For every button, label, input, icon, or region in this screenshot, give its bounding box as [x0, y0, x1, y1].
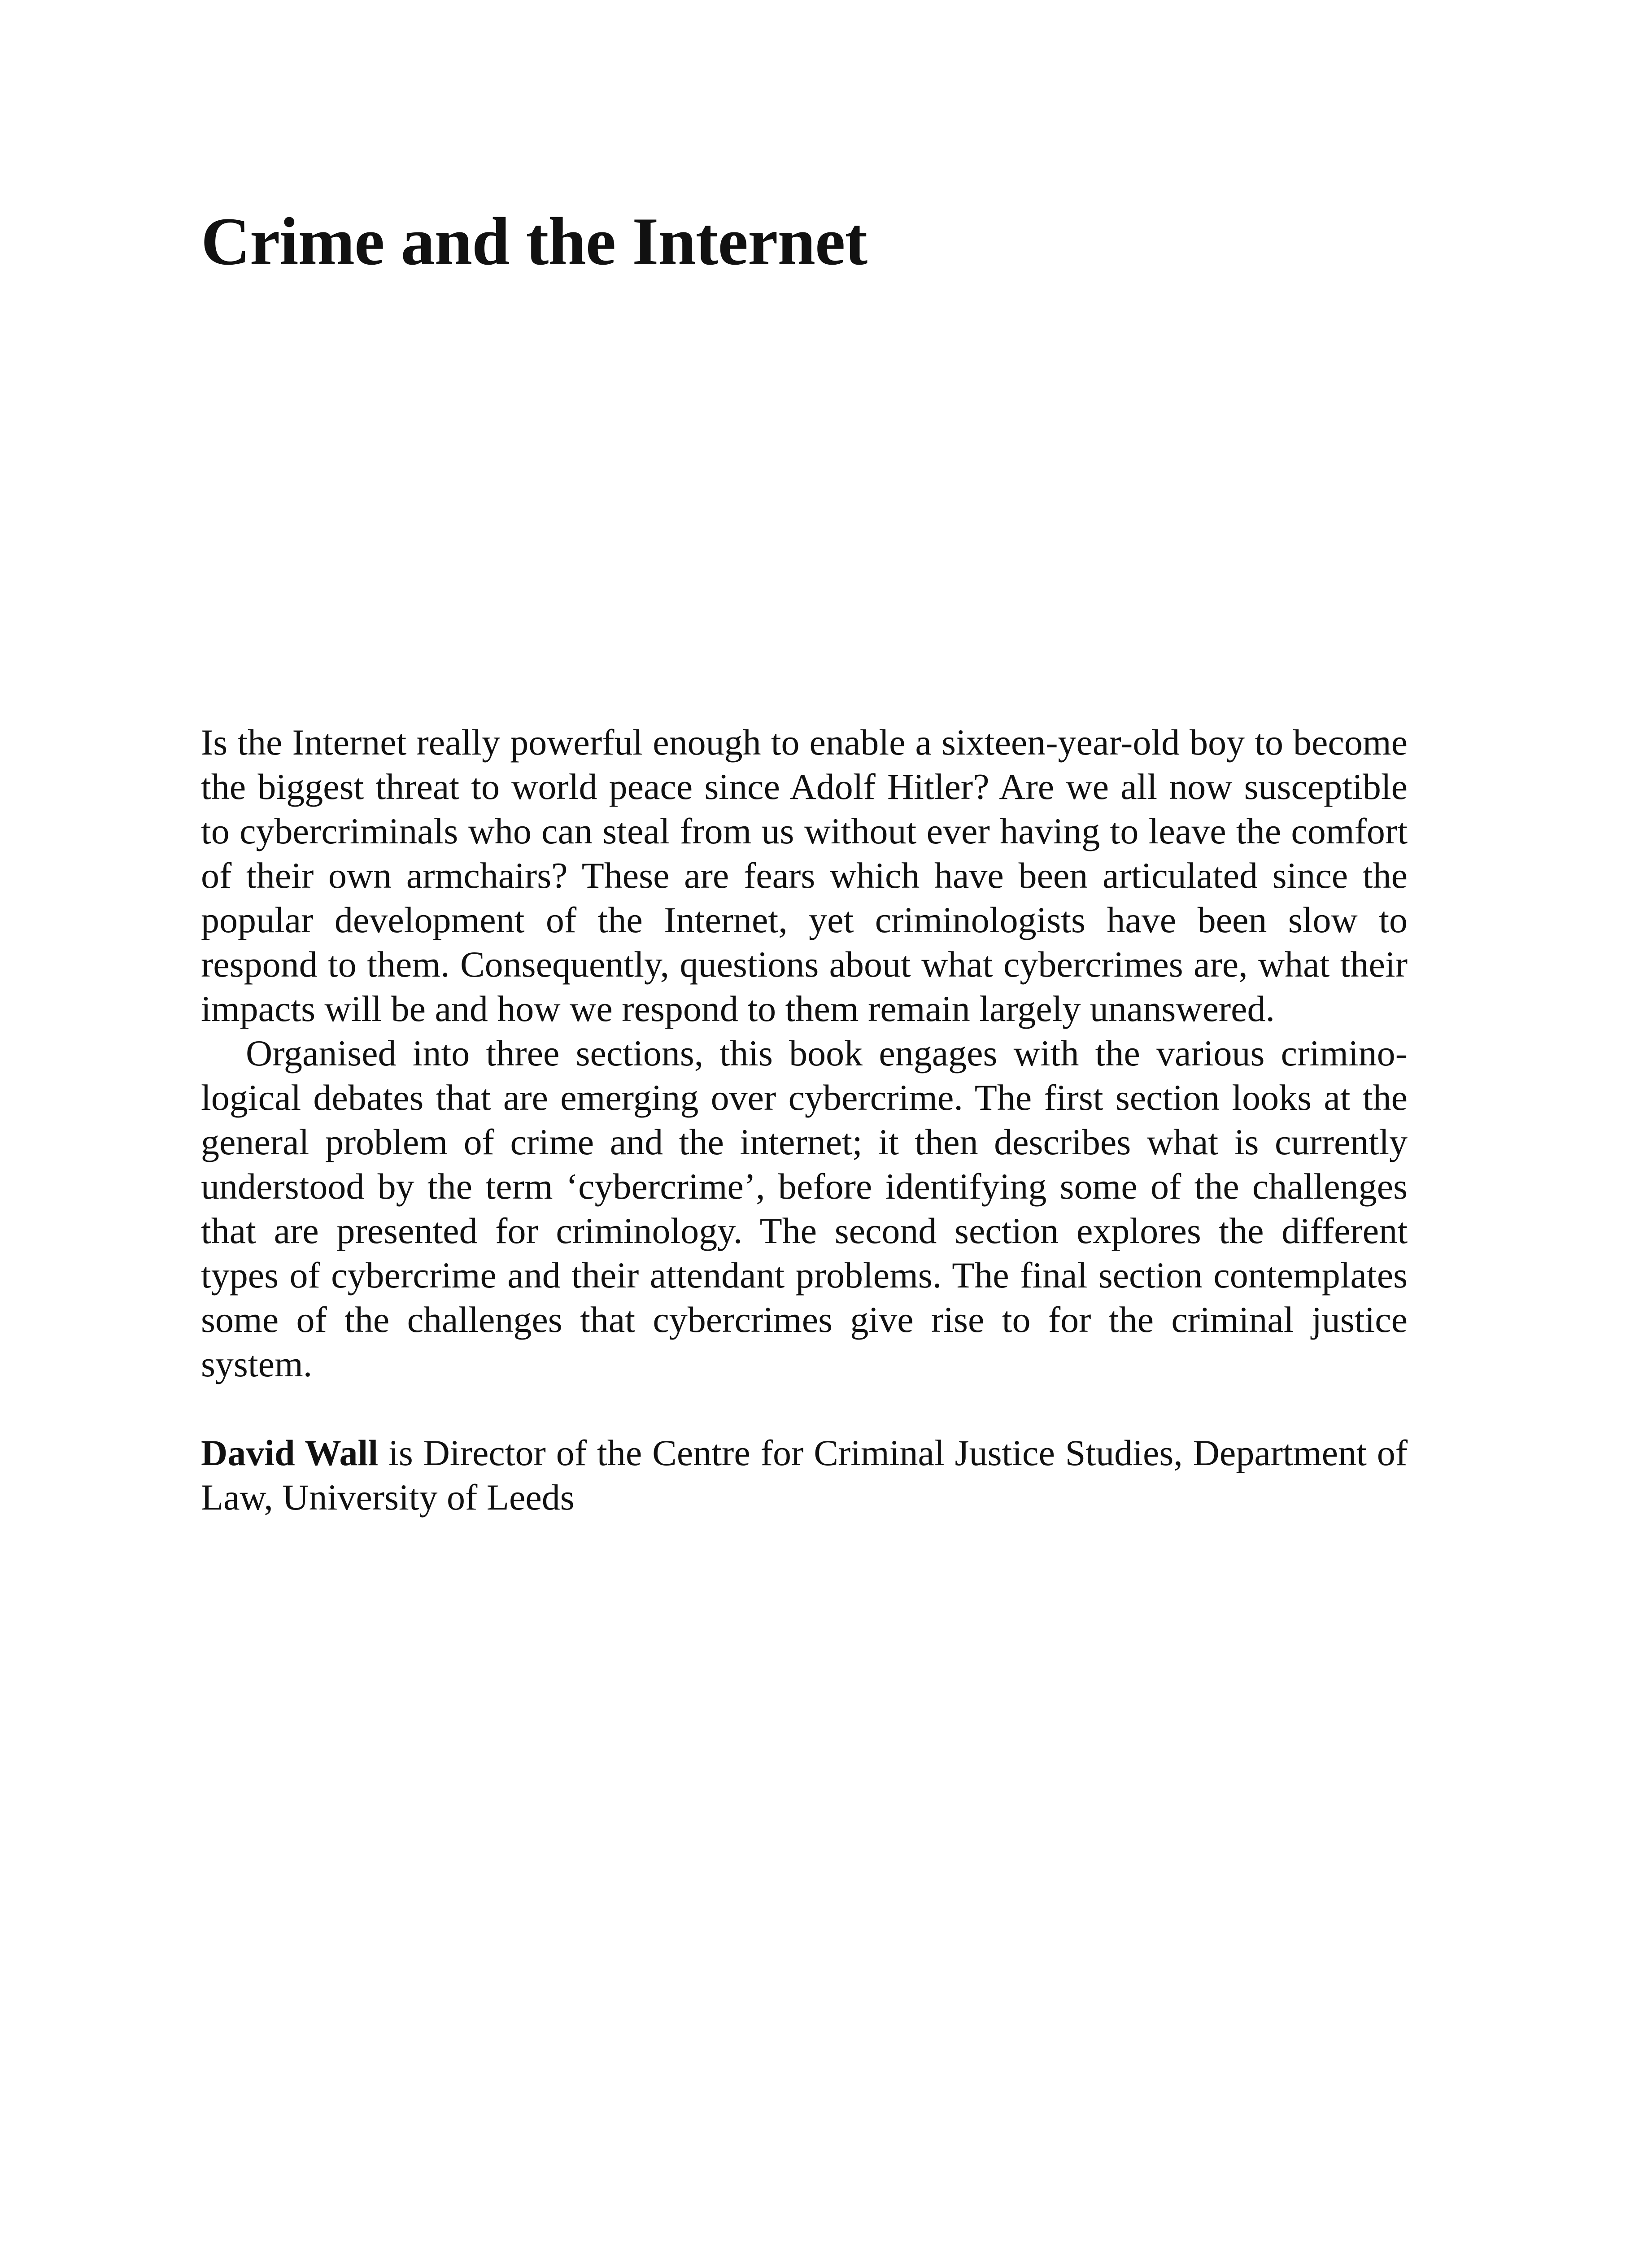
author-name: David Wall: [201, 1432, 379, 1473]
description-block: [201, 720, 1408, 1519]
page-title: Crime and the Internet: [201, 204, 867, 279]
author-bio: [201, 1431, 1408, 1519]
description-paragraph-2: Organised into three sections, this book engages with the various criminological debates that are emerging over cybercrime. The first section looks at the general problem of crime and the internet; it then describes what is currently understood by the term ‘cybercrime’, before identifying some of the challenges that are presented for criminology. The second section explores the different types of cybercrime and their attendant problems. The final section contemplates some of the challenges that cybercrimes give rise to for the criminal justice system.: [201, 1033, 1408, 1384]
author-bio-text: is Director of the Centre for Criminal Justice Studies, Department of Law, University of Leeds: [201, 1432, 1408, 1518]
description-paragraph-1: Is the Internet really powerful enough to enable a sixteen-year-old boy to become the biggest threat to world peace since Adolf Hitler? Are we all now susceptible to cybercriminals who can steal from us without ever having to leave the comfort of their own armchairs? These are fears which have been articulated since the popular development of the Internet, yet criminologists have been slow to respond to them. Consequently, questions about what cybercrimes are, what their impacts will be and how we respond to them remain largely unanswered.: [201, 722, 1408, 1029]
